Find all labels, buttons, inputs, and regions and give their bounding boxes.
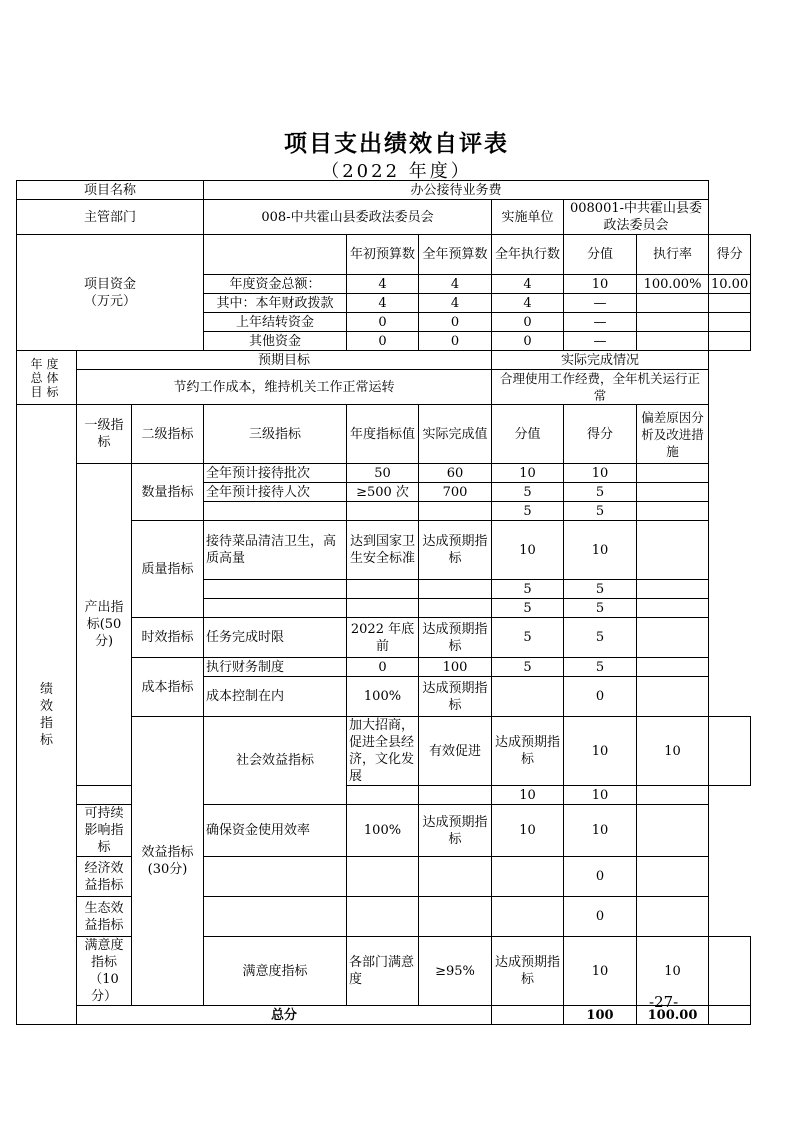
page-subtitle: （2022 年度） (321, 161, 472, 182)
project-name-value: 办公接待业务费 (204, 181, 709, 200)
indicator-score: 0 (564, 677, 637, 717)
indicator-row (17, 805, 751, 857)
indicator-target: 达到国家卫生安全标准 (347, 521, 419, 580)
funds-label-line2: （万元） (83, 293, 136, 309)
funds-cell (709, 313, 751, 332)
goals-header-row (17, 351, 751, 370)
indicator-score: 5 (564, 502, 637, 521)
indicator-score: 5 (564, 658, 637, 677)
indicators-section-text: 绩效指标 (39, 681, 53, 748)
indicator-deviation (637, 483, 709, 502)
indicator-name (204, 897, 347, 937)
funds-header-executed: 全年执行数 (492, 235, 564, 275)
indicator-name: 接待菜品清洁卫生，高质高量 (204, 521, 347, 580)
indicator-target (347, 857, 419, 897)
goals-label: 年度总体目标 (17, 351, 77, 405)
indicators-header-row (17, 405, 751, 464)
funds-cell: 4 (347, 294, 419, 313)
indicators-section-label (17, 405, 77, 1025)
ecological-label: 生态效益指标 (77, 897, 132, 937)
indicator-actual (419, 599, 492, 618)
header-level3: 三级指标 (204, 405, 347, 464)
indicator-deviation (709, 937, 751, 1006)
indicator-actual: 达成预期指标 (419, 521, 492, 580)
indicator-actual: 60 (419, 464, 492, 483)
funds-cell (637, 332, 709, 351)
funds-header-row (17, 235, 751, 275)
indicator-actual: 达成预期指标 (419, 618, 492, 658)
indicator-target (347, 502, 419, 521)
funds-cell: 0 (419, 332, 492, 351)
header-score: 得分 (564, 405, 637, 464)
indicator-value: 5 (492, 483, 564, 502)
funds-cell (709, 332, 751, 351)
funds-cell: — (564, 332, 637, 351)
header-annual-target: 年度指标值 (347, 405, 419, 464)
indicator-target (347, 897, 419, 937)
indicator-value (492, 897, 564, 937)
funds-cell (709, 294, 751, 313)
indicator-target: ≥500 次 (347, 483, 419, 502)
indicator-name: 成本控制在内 (204, 677, 347, 717)
indicator-value: 5 (492, 599, 564, 618)
satisfaction2-label: 满意度指标 (204, 937, 347, 1006)
indicator-actual (419, 786, 492, 805)
indicator-deviation (709, 717, 751, 786)
output-label: 产出指标(50分) (77, 464, 132, 786)
funds-cell: — (564, 313, 637, 332)
total-deviation (709, 1006, 751, 1025)
indicator-name (204, 580, 347, 599)
funds-cell: 0 (347, 332, 419, 351)
funds-cell: 0 (347, 313, 419, 332)
funds-row-label: 其中：本年财政拨款 (204, 294, 347, 313)
indicator-actual: 达成预期指标 (492, 717, 564, 786)
indicator-value: 5 (492, 618, 564, 658)
indicator-target (347, 599, 419, 618)
dept-label: 主管部门 (17, 200, 204, 235)
funds-header-rate: 执行率 (637, 235, 709, 275)
indicator-name: 任务完成时限 (204, 618, 347, 658)
indicator-actual (419, 857, 492, 897)
header-level2: 二级指标 (132, 405, 204, 464)
social-label: 社会效益指标 (204, 717, 347, 805)
indicator-actual: 700 (419, 483, 492, 502)
indicator-row (17, 786, 751, 805)
header-actual-value: 实际完成值 (419, 405, 492, 464)
indicator-value: 10 (564, 717, 637, 786)
satisfaction-label: 满意度指标（10 分） (77, 937, 132, 1006)
indicator-target: 2022 年底前 (347, 618, 419, 658)
indicator-target: 100% (347, 677, 419, 717)
sustain-label: 可持续影响指标 (77, 805, 132, 857)
benefit-label: 效益指标(30分) (132, 717, 204, 1006)
indicator-score: 10 (564, 805, 637, 857)
indicator-score: 0 (564, 897, 637, 937)
indicator-name: 执行财务制度 (204, 658, 347, 677)
goals-content-row (17, 370, 751, 405)
funds-label (17, 235, 204, 351)
funds-cell: 100.00% (637, 275, 709, 294)
indicator-deviation (637, 857, 709, 897)
header-deviation: 偏差原因分析及改进措施 (637, 405, 709, 464)
department-row (17, 200, 751, 235)
indicator-actual: 100 (419, 658, 492, 677)
indicator-score: 10 (564, 786, 637, 805)
goals-expected-header: 预期目标 (77, 351, 492, 370)
funds-header-blank (204, 235, 347, 275)
funds-cell: 4 (419, 294, 492, 313)
indicator-row (17, 857, 751, 897)
funds-cell: 0 (492, 332, 564, 351)
indicator-score: 10 (564, 521, 637, 580)
cost-label: 成本指标 (132, 658, 204, 717)
timeliness-label: 时效指标 (132, 618, 204, 658)
indicator-target: 0 (347, 658, 419, 677)
indicator-name: 确保资金使用效率 (204, 805, 347, 857)
indicator-deviation (637, 805, 709, 857)
indicator-score: 10 (637, 717, 709, 786)
dept-value: 008-中共霍山县委政法委员会 (204, 200, 492, 235)
indicator-name: 全年预计接待批次 (204, 464, 347, 483)
indicator-actual (419, 502, 492, 521)
funds-cell: 4 (347, 275, 419, 294)
indicator-value: 10 (492, 805, 564, 857)
indicator-name (77, 786, 132, 805)
unit-value: 008001-中共霍山县委政法委员会 (564, 200, 709, 235)
indicator-target (347, 580, 419, 599)
indicator-score: 0 (564, 857, 637, 897)
goals-actual: 合理使用工作经费，全年机关运行正常 (492, 370, 709, 405)
indicator-deviation (637, 897, 709, 937)
funds-cell (637, 294, 709, 313)
funds-cell: 0 (419, 313, 492, 332)
funds-cell (637, 313, 709, 332)
funds-cell: 10.00 (709, 275, 751, 294)
project-name-row (17, 181, 751, 200)
indicator-score: 5 (564, 483, 637, 502)
indicator-actual (419, 897, 492, 937)
unit-label: 实施单位 (492, 200, 564, 235)
indicator-deviation (637, 502, 709, 521)
indicator-actual: 达成预期指标 (419, 805, 492, 857)
indicator-value: 10 (492, 521, 564, 580)
indicator-score: 5 (564, 599, 637, 618)
indicator-target: ≥95% (419, 937, 492, 1006)
indicator-score: 10 (637, 937, 709, 1006)
indicator-row (17, 937, 751, 1006)
goals-actual-header: 实际完成情况 (492, 351, 709, 370)
funds-header-score-value: 分值 (564, 235, 637, 275)
indicator-row (17, 464, 751, 483)
indicator-row (17, 897, 751, 937)
funds-header-annual: 全年预算数 (419, 235, 492, 275)
indicator-target: 有效促进 (419, 717, 492, 786)
page-title: 项目支出绩效自评表 (284, 130, 509, 157)
funds-cell: 0 (492, 313, 564, 332)
indicator-deviation (637, 521, 709, 580)
indicator-score: 5 (564, 618, 637, 658)
funds-label-line1: 项目资金 (83, 276, 136, 292)
indicator-deviation (637, 580, 709, 599)
goals-expected: 节约工作成本，维持机关工作正常运转 (77, 370, 492, 405)
funds-header-score: 得分 (709, 235, 751, 275)
indicator-deviation (637, 786, 709, 805)
indicator-deviation (637, 658, 709, 677)
indicator-name (204, 857, 347, 897)
indicator-name: 各部门满意度 (347, 937, 419, 1006)
indicator-name: 全年预计接待人次 (204, 483, 347, 502)
total-label: 总分 (77, 1006, 492, 1025)
indicator-target: 100% (347, 805, 419, 857)
funds-cell: 4 (492, 294, 564, 313)
indicator-actual: 达成预期指标 (419, 677, 492, 717)
funds-row-label: 年度资金总额： (204, 275, 347, 294)
indicator-value: 5 (492, 502, 564, 521)
indicator-value: 10 (492, 464, 564, 483)
funds-cell: 10 (564, 275, 637, 294)
indicator-name (204, 502, 347, 521)
indicator-score: 10 (564, 464, 637, 483)
indicator-value: 5 (492, 580, 564, 599)
funds-header-initial: 年初预算数 (347, 235, 419, 275)
indicator-name (204, 599, 347, 618)
indicator-value: 5 (492, 658, 564, 677)
funds-cell: 4 (419, 275, 492, 294)
funds-row-label: 上年结转资金 (204, 313, 347, 332)
indicator-name: 加大招商，促进全县经济，文化发展 (347, 717, 419, 786)
indicator-actual (419, 580, 492, 599)
funds-cell: 4 (492, 275, 564, 294)
funds-cell: — (564, 294, 637, 313)
total-blank (492, 1006, 564, 1025)
indicator-value: 10 (564, 937, 637, 1006)
header-level1: 一级指标 (77, 405, 132, 464)
indicator-deviation (637, 618, 709, 658)
indicator-deviation (637, 599, 709, 618)
evaluation-table (16, 180, 751, 1025)
indicator-value: 10 (492, 786, 564, 805)
indicator-score: 5 (564, 580, 637, 599)
page-number: -27- (649, 993, 679, 1011)
indicator-actual: 达成预期指标 (492, 937, 564, 1006)
quality-label: 质量指标 (132, 521, 204, 618)
project-name-label: 项目名称 (17, 181, 204, 200)
funds-row-label: 其他资金 (204, 332, 347, 351)
indicator-value (492, 857, 564, 897)
header-score-value: 分值 (492, 405, 564, 464)
indicator-target: 50 (347, 464, 419, 483)
total-row (17, 1006, 751, 1025)
indicator-deviation (637, 677, 709, 717)
indicator-value (492, 677, 564, 717)
indicator-target (347, 786, 419, 805)
total-score: 100.00 (637, 1006, 709, 1025)
total-value: 100 (564, 1006, 637, 1025)
economic-label: 经济效益指标 (77, 857, 132, 897)
quantity-label: 数量指标 (132, 464, 204, 521)
indicator-deviation (637, 464, 709, 483)
